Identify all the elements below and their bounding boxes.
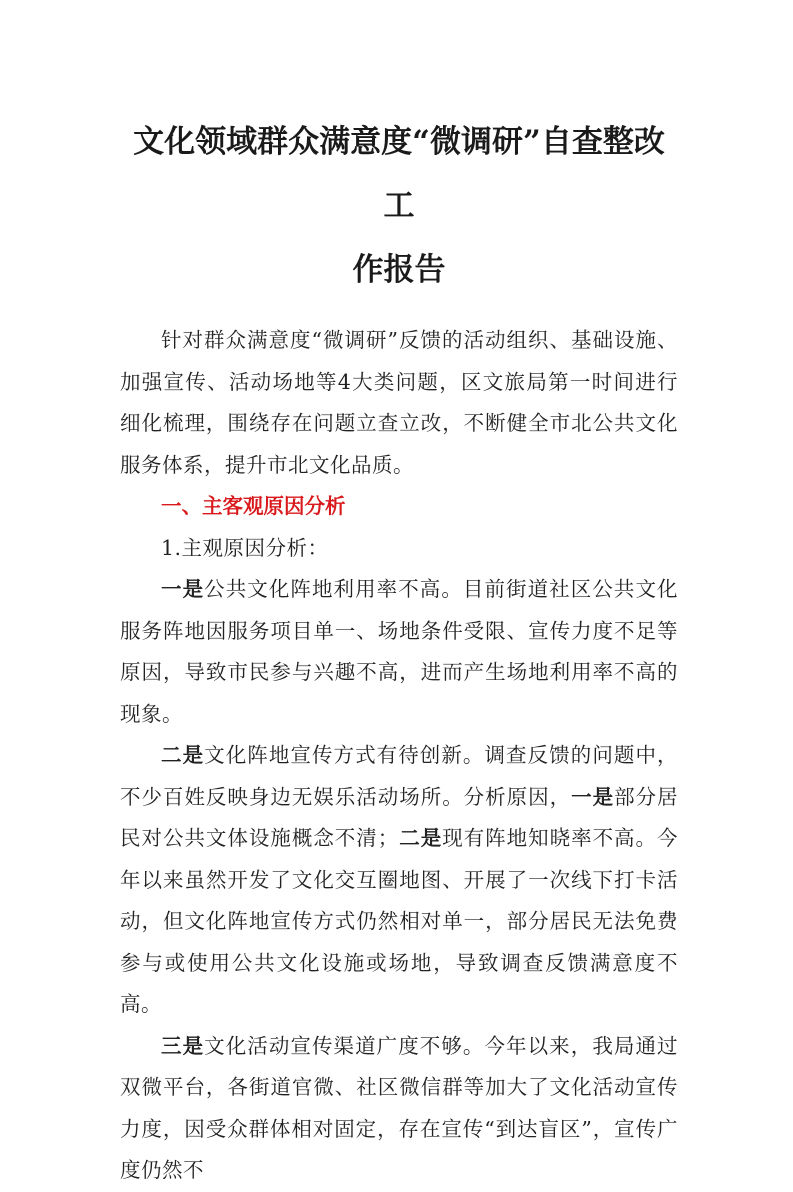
subsection-heading-1: 1.主观原因分析： [161,535,329,560]
title-spacer [120,302,678,320]
point-1-lead: 一是 [161,577,205,601]
point-3-text: 文化活动宣传渠道广度不够。今年以来，我局通过双微平台，各街道官微、社区微信群等加大了文化活动宣传力度，因受众群体相对固定，存在宣传“到达盲区”，宣传广度仍然不 [120,1033,679,1182]
intro-paragraph: 针对群众满意度“微调研”反馈的活动组织、基础设施、加强宣传、活动场地等4大类问题，区文旅局第一时间进行细化梳理，围绕存在问题立查立改，不断健全市北公共文化服务体系，提升市北文化品质。 [120,328,678,477]
point-3-lead: 三是 [161,1033,205,1058]
section-heading-1: 一、主客观原因分析 [161,494,346,518]
paragraph-point-1 [120,569,678,735]
title-line-1: 文化领域群众满意度“微调研”自查整改工 [133,124,665,224]
point-2-sub-lead-1: 一是 [571,784,615,809]
paragraph-point-2 [120,735,678,1026]
point-2-sub-lead-2: 二是 [398,826,443,850]
point-2-text-c: 现有阵地知晓率不高。今年以来虽然开发了文化交互圈地图、开展了一次线下打卡活动，但文化阵地宣传方式仍然相对单一，部分居民无法免费参与或使用公共文化设施或场地，导致调查反馈满意度不高。 [120,826,679,1016]
paragraph-point-3 [120,1026,678,1192]
point-2-lead: 二是 [161,743,205,767]
point-2-text-b: 部分居民对公共文体设施概念不清； [120,784,679,850]
point-1-text: 公共文化阵地利用率不高。目前街道社区公共文化服务阵地因服务项目单一、场地条件受限、宣传力度不足等原因，导致市民参与兴趣不高，进而产生场地利用率不高的现象。 [120,577,679,726]
title-line-2: 作报告 [352,252,446,288]
point-2-text-a: 文化阵地宣传方式有待创新。调查反馈的问题中，不少百姓反映身边无娱乐活动场所。分析原因， [120,743,679,809]
document-title [120,110,678,302]
